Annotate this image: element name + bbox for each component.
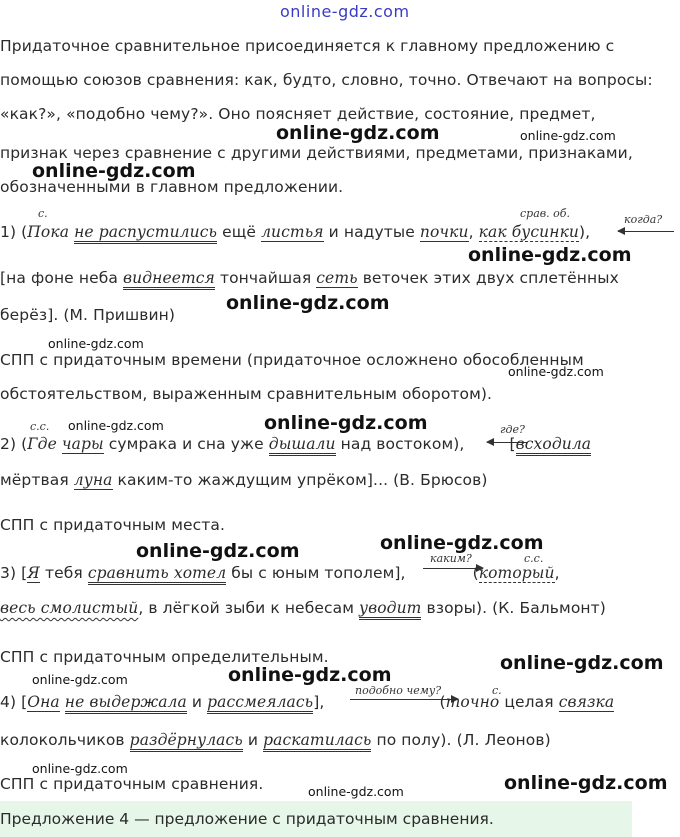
conclusion-text: Предложение 4 — предложение с придаточным сравнения.	[0, 810, 494, 828]
conclusion-box	[0, 801, 632, 837]
s4-question: подобно чему?	[355, 684, 442, 697]
intro-line-1: Придаточное сравнительное присоединяется к главному предложению с	[0, 37, 615, 55]
s4-line-2: колокольчиков раздёрнулась и раскатилась по полу). (Л. Леонов)	[0, 730, 551, 750]
s1-question: когда?	[624, 213, 663, 226]
watermark: online-gdz.com	[504, 772, 668, 794]
s1-comp-mark: срав. об.	[520, 207, 570, 220]
s1-conj-mark: с.	[38, 207, 48, 220]
s2-line-1: 2) (Где чары сумрака и сна уже дышали над востоком), [всходила	[0, 434, 591, 454]
s1-type-2: обстоятельством, выраженным сравнительным оборотом).	[0, 385, 493, 403]
watermark: online-gdz.com	[226, 292, 390, 314]
watermark-small: online-gdz.com	[68, 418, 164, 433]
intro-line-3: «как?», «подобно чему?». Оно поясняет действие, состояние, предмет,	[0, 105, 596, 123]
s3-question: каким?	[430, 552, 472, 565]
watermark: online-gdz.com	[468, 244, 632, 266]
s1-type-1: СПП с придаточным времени (придаточное осложнено обособленным	[0, 351, 584, 369]
watermark-small: online-gdz.com	[508, 364, 604, 379]
s1-line-2: [на фоне неба виднеется тончайшая сеть веточек этих двух сплетённых	[0, 268, 619, 288]
s3-conj-mark: с.с.	[524, 552, 544, 565]
intro-line-5: обозначенными в главном предложении.	[0, 178, 344, 196]
watermark: online-gdz.com	[500, 652, 664, 674]
watermark: online-gdz.com	[32, 160, 196, 182]
s4-conj-mark: с.	[492, 684, 502, 697]
s3-line-2: весь смолистый, в лёгкой зыби к небесам уводит взоры). (К. Бальмонт)	[0, 598, 606, 618]
s3-line-1: 3) [Я тебя сравнить хотел бы с юным тополем], (который,	[0, 563, 560, 583]
s2-type: СПП с придаточным места.	[0, 516, 226, 534]
s4-line-1: 4) [Она не выдержала и рассмеялась], (точно целая связка	[0, 692, 614, 712]
s2-line-2: мёртвая луна каким-то жаждущим упрёком]... (В. Брюсов)	[0, 471, 488, 489]
s3-type: СПП с придаточным определительным.	[0, 648, 329, 666]
s2-question: где?	[500, 423, 525, 436]
watermark: online-gdz.com	[276, 122, 440, 144]
s4-type: СПП с придаточным сравнения.	[0, 775, 264, 793]
s1-line-3: берёз]. (М. Пришвин)	[0, 306, 176, 324]
watermark: online-gdz.com	[380, 532, 544, 554]
watermark: online-gdz.com	[136, 540, 300, 562]
watermark-small: online-gdz.com	[520, 128, 616, 143]
intro-line-4: признак через сравнение с другими действиями, предметами, признаками,	[0, 144, 633, 162]
watermark: online-gdz.com	[264, 412, 428, 434]
watermark-small: online-gdz.com	[32, 672, 128, 687]
watermark: online-gdz.com	[228, 664, 392, 686]
intro-line-2: помощью союзов сравнения: как, будто, словно, точно. Отвечают на вопросы:	[0, 71, 653, 89]
watermark-small: online-gdz.com	[48, 336, 144, 351]
s1-line-1: 1) (Пока не распустились ещё листья и надутые почки, как бусинки),	[0, 222, 590, 242]
s1-arrow	[618, 231, 674, 232]
watermark-small: online-gdz.com	[32, 761, 128, 776]
site-watermark-top: online-gdz.com	[280, 2, 410, 21]
s2-conj-mark: с.с.	[30, 420, 50, 433]
watermark-small: online-gdz.com	[308, 784, 404, 799]
